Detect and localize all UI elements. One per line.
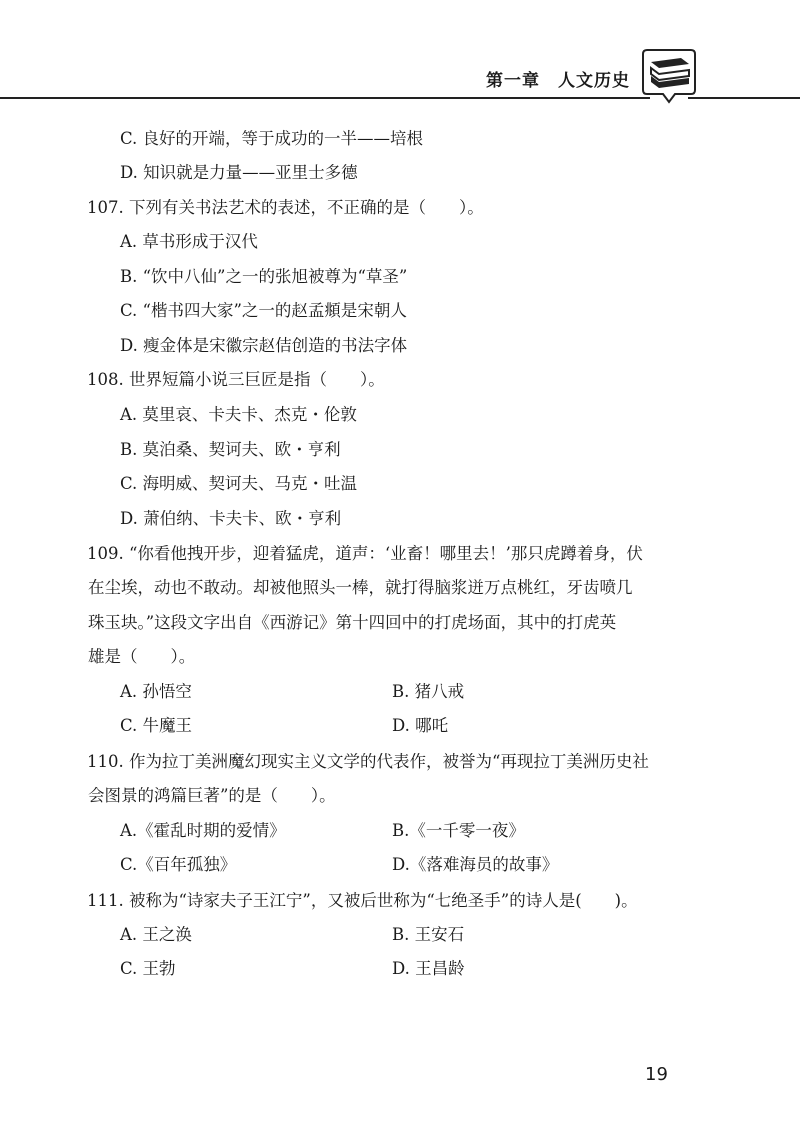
page-header (0, 0, 800, 105)
question-109: 109. “你看他拽开步，迎着猛虎，道声：‘业畜！哪里去！’那只虎蹲着身，伏 (87, 544, 643, 563)
question-110: 110. 作为拉丁美洲魔幻现实主义文学的代表作，被誉为“再现拉丁美洲历史社 (87, 752, 649, 771)
option-107b: B. “饮中八仙”之一的张旭被尊为“草圣” (120, 267, 408, 286)
option-109d: D. 哪吒 (392, 716, 449, 735)
option-109c: C. 牛魔王 (120, 716, 193, 735)
option-108b: B. 莫泊桑、契诃夫、欧・亨利 (120, 440, 341, 459)
option-110b: B.《一千零一夜》 (392, 821, 525, 840)
header-rule (0, 97, 650, 99)
option-109b: B. 猪八戒 (392, 682, 465, 701)
question-110-cont: 会图景的鸿篇巨著”的是（ ）。 (88, 786, 336, 805)
page-number: 19 (645, 1064, 668, 1085)
option-107a: A. 草书形成于汉代 (120, 232, 258, 251)
book-stack-icon (641, 46, 697, 106)
option-109a: A. 孙悟空 (120, 682, 192, 701)
chapter-title: 第一章 人文历史 (486, 71, 630, 91)
option-111c: C. 王勃 (120, 959, 176, 978)
option-110a: A.《霍乱时期的爱情》 (120, 821, 286, 840)
option-108d: D. 萧伯纳、卡夫卡、欧・亨利 (120, 509, 342, 528)
question-109-cont: 雄是（ ）。 (88, 647, 196, 666)
question-111: 111. 被称为“诗家夫子王江宁”，又被后世称为“七绝圣手”的诗人是( )。 (87, 891, 638, 910)
option-line: D. 知识就是力量——亚里士多德 (120, 163, 358, 182)
option-111d: D. 王昌龄 (392, 959, 465, 978)
option-107d: D. 瘦金体是宋徽宗赵佶创造的书法字体 (120, 336, 408, 355)
question-107: 107. 下列有关书法艺术的表述，不正确的是（ ）。 (87, 198, 484, 217)
question-108: 108. 世界短篇小说三巨匠是指（ ）。 (87, 370, 385, 389)
option-107c: C. “楷书四大家”之一的赵孟頫是宋朝人 (120, 301, 407, 320)
option-110c: C.《百年孤独》 (120, 855, 237, 874)
option-line: C. 良好的开端，等于成功的一半——培根 (120, 129, 424, 148)
option-111b: B. 王安石 (392, 925, 465, 944)
option-108c: C. 海明威、契诃夫、马克・吐温 (120, 474, 358, 493)
header-rule-right (688, 97, 800, 99)
option-110d: D.《落难海员的故事》 (392, 855, 559, 874)
question-109-cont: 珠玉块。”这段文字出自《西游记》第十四回中的打虎场面，其中的打虎英 (88, 613, 617, 632)
question-109-cont: 在尘埃，动也不敢动。却被他照头一棒，就打得脑浆迸万点桃红，牙齿喷几 (88, 578, 633, 597)
option-111a: A. 王之涣 (120, 925, 192, 944)
option-108a: A. 莫里哀、卡夫卡、杰克・伦敦 (120, 405, 357, 424)
